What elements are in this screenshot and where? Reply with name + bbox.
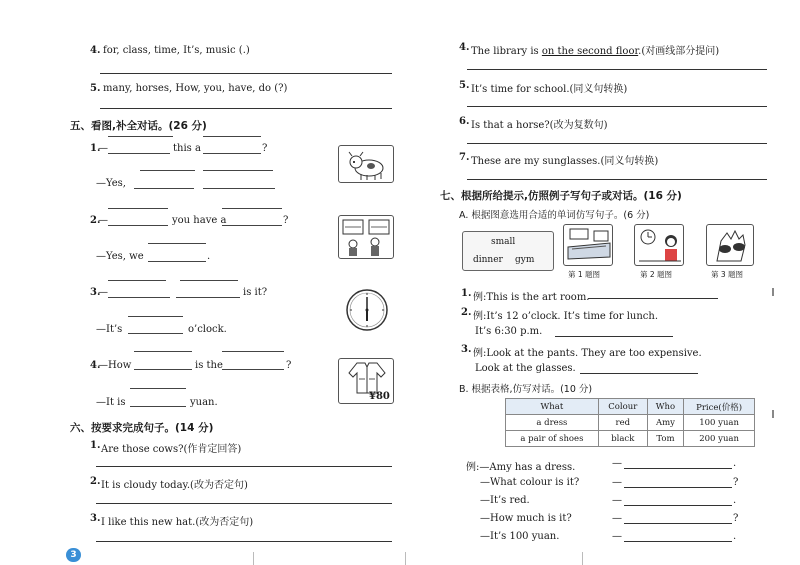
blank-line[interactable] [203,188,275,189]
dinner-picture [634,224,684,266]
table-row [506,415,755,431]
d2-dash: — [98,215,108,226]
s6q2-answer-line[interactable] [96,503,392,504]
section-6-title: 六、按要求完成句子。(14 分) [70,422,214,434]
example-line-4: —How much is it? [480,513,572,524]
cow-picture [338,145,394,183]
answer-line-2[interactable] [624,487,732,488]
example-line-5: —It’s 100 yuan. [480,531,560,542]
d3-answer: —It’s [96,324,123,335]
table-cell: black [598,431,647,447]
r-q6-text: Is that a horse?(改为复数句) [471,120,608,131]
answer-end: . [733,495,737,506]
blank-line[interactable] [140,170,195,171]
example-line-3: —It’s red. [480,495,530,506]
r-q5-number: 5. [459,80,470,91]
d2-number: 2. [90,215,101,226]
r-q7-number: 7. [459,152,470,163]
blank-line[interactable] [108,297,170,298]
caption-2: 第 2 题图 [640,270,673,279]
r-q4-answer-line[interactable] [467,69,767,70]
caption-1: 第 1 题图 [568,270,601,279]
table-cell: Tom [647,431,683,447]
answer-line-5[interactable] [624,541,732,542]
d1-answer: —Yes, [96,178,126,189]
q4-number: 4. [90,45,101,56]
classroom-icon [339,216,395,260]
a1-text: 例:This is the art room. [473,292,590,303]
coat-picture [338,358,394,404]
table-cell: 100 yuan [684,415,755,431]
word-dinner: dinner [473,255,503,265]
word-box [462,231,554,271]
blank-line[interactable] [108,225,168,226]
word-gym: gym [515,255,535,265]
r-q5-text: It’s time for school.(同义句转换) [471,84,628,95]
q5-answer-line[interactable] [100,108,392,109]
a3-line2: Look at the glasses. [475,363,576,374]
page-number: 3 [66,548,81,562]
d3-answer-end: o’clock. [188,324,227,335]
word-small: small [491,237,516,247]
table-cell: 200 yuan [684,431,755,447]
s6q2-text: It is cloudy today.(改为否定句) [101,480,248,491]
d2-end: ? [283,215,289,226]
d1-number: 1. [90,143,101,154]
bed-icon [564,225,614,267]
d4-how: —How [98,360,132,371]
price-tag: ¥80 [369,391,390,402]
glasses-picture [706,224,754,266]
s6q1-answer-line[interactable] [96,466,392,467]
s6q1-text: Are those cows?(作肯定回答) [101,444,242,455]
answer-end: . [733,531,737,542]
gutter-mark [582,552,583,565]
blank-line[interactable] [108,153,170,154]
part-b-title: B. 根据表格,仿写对话。(10 分) [459,384,593,395]
margin-mark [772,410,774,418]
a3-text: 例:Look at the pants. They are too expensive. [473,348,702,359]
answer-dash: — [612,477,622,488]
d4-mid: is the [195,360,223,371]
r-q4-post: .(对画线部分提问) [638,46,720,57]
blank-line[interactable] [203,153,261,154]
r-q6-number: 6. [459,116,470,127]
d2-answer: —Yes, we [96,251,144,262]
blank-line[interactable] [203,170,273,171]
a3-answer-line[interactable] [580,373,698,374]
r-q4-pre: The library is [471,46,542,57]
blank-line[interactable] [203,136,261,137]
blank-line[interactable] [128,333,183,334]
blank-line[interactable] [134,351,192,352]
hand-glasses-icon [707,225,755,267]
blank-line[interactable] [130,388,186,389]
blank-line[interactable] [148,261,206,262]
blank-line[interactable] [134,188,194,189]
a3-number: 3. [461,344,472,355]
answer-dash: — [612,531,622,542]
r-q4-number: 4. [459,42,470,53]
blank-line[interactable] [108,208,168,209]
d1-mid: this a [173,143,201,154]
blank-line[interactable] [222,208,282,209]
part-a-title: A. 根据图意选用合适的单词仿写句子。(6 分) [459,210,650,221]
blank-line[interactable] [128,316,183,317]
info-table [505,398,755,447]
blank-line[interactable] [222,351,284,352]
q5-text: many, horses, How, you, have, do (?) [103,83,288,94]
page-badge [64,548,92,562]
d2-answer-end: . [207,251,211,262]
answer-dash: — [612,458,622,469]
d4-answer: —It is [96,397,126,408]
bedroom-picture [563,224,613,266]
r-q6-answer-line[interactable] [467,143,767,144]
r-q4-text [471,42,719,57]
d1-dash: — [98,143,108,154]
answer-dash: — [612,513,622,524]
blank-line[interactable] [148,243,206,244]
s6q2-number: 2. [90,476,101,487]
answer-line-4[interactable] [624,523,732,524]
r-q4-underlined: on the second floor [541,46,639,57]
blank-line[interactable] [180,280,238,281]
q5-number: 5. [90,83,101,94]
answer-end: ? [733,477,739,488]
cow-icon [339,146,395,184]
blank-line[interactable] [108,136,173,137]
blank-line[interactable] [134,369,192,370]
table-header: Price(价格) [684,399,755,415]
s6q3-text: I like this new hat.(改为否定句) [101,517,254,528]
d3-dash: — [98,287,108,298]
a2-line2: It’s 6:30 p.m. [475,326,543,337]
r-q7-answer-line[interactable] [467,179,767,180]
table-cell: a pair of shoes [506,431,599,447]
r-q5-answer-line[interactable] [467,106,767,107]
example-line-2: —What colour is it? [480,477,580,488]
blank-line[interactable] [130,406,186,407]
a2-text: 例:It’s 12 o’clock. It’s time for lunch. [473,311,658,322]
clock-picture [345,288,389,335]
blank-line[interactable] [222,369,284,370]
table-cell: red [598,415,647,431]
q4-text: for, class, time, It’s, music (.) [103,45,250,56]
section-7-title: 七、根据所给提示,仿照例子写句子或对话。(16 分) [440,190,682,202]
d3-end: is it? [243,287,268,298]
answer-line-1[interactable] [624,468,732,469]
s6q1-number: 1. [90,440,101,451]
d1-end: ? [262,143,268,154]
example-line-1: 例:—Amy has a dress. [466,462,576,473]
table-cell: Amy [647,415,683,431]
gutter-mark [405,552,406,565]
q4-answer-line[interactable] [100,73,392,74]
d3-number: 3. [90,287,101,298]
s6q3-answer-line[interactable] [96,541,392,542]
blank-line[interactable] [108,280,166,281]
d2-mid: you have a [172,215,227,226]
a2-answer-line[interactable] [555,336,673,337]
s6q3-number: 3. [90,513,101,524]
blank-line[interactable] [222,225,282,226]
answer-dash: — [612,495,622,506]
a2-number: 2. [461,307,472,318]
table-header: Who [647,399,683,415]
table-row [506,431,755,447]
answer-end: . [733,458,737,469]
table-header: Colour [598,399,647,415]
d4-number: 4. [90,360,101,371]
a1-number: 1. [461,288,472,299]
d4-end: ? [286,360,292,371]
table-cell: a dress [506,415,599,431]
table-header-row [506,399,755,415]
caption-3: 第 3 题图 [711,270,744,279]
d4-answer-end: yuan. [190,397,218,408]
clock-girl-icon [635,225,685,267]
margin-mark [772,288,774,296]
gutter-mark [253,552,254,565]
clock-icon [345,288,389,332]
r-q7-text: These are my sunglasses.(同义句转换) [471,156,659,167]
classroom-picture [338,215,394,259]
section-5-title: 五、看图,补全对话。(26 分) [70,120,207,132]
a1-answer-line[interactable] [588,298,718,299]
answer-end: ? [733,513,739,524]
answer-line-3[interactable] [624,505,732,506]
table-header: What [506,399,599,415]
blank-line[interactable] [176,297,240,298]
